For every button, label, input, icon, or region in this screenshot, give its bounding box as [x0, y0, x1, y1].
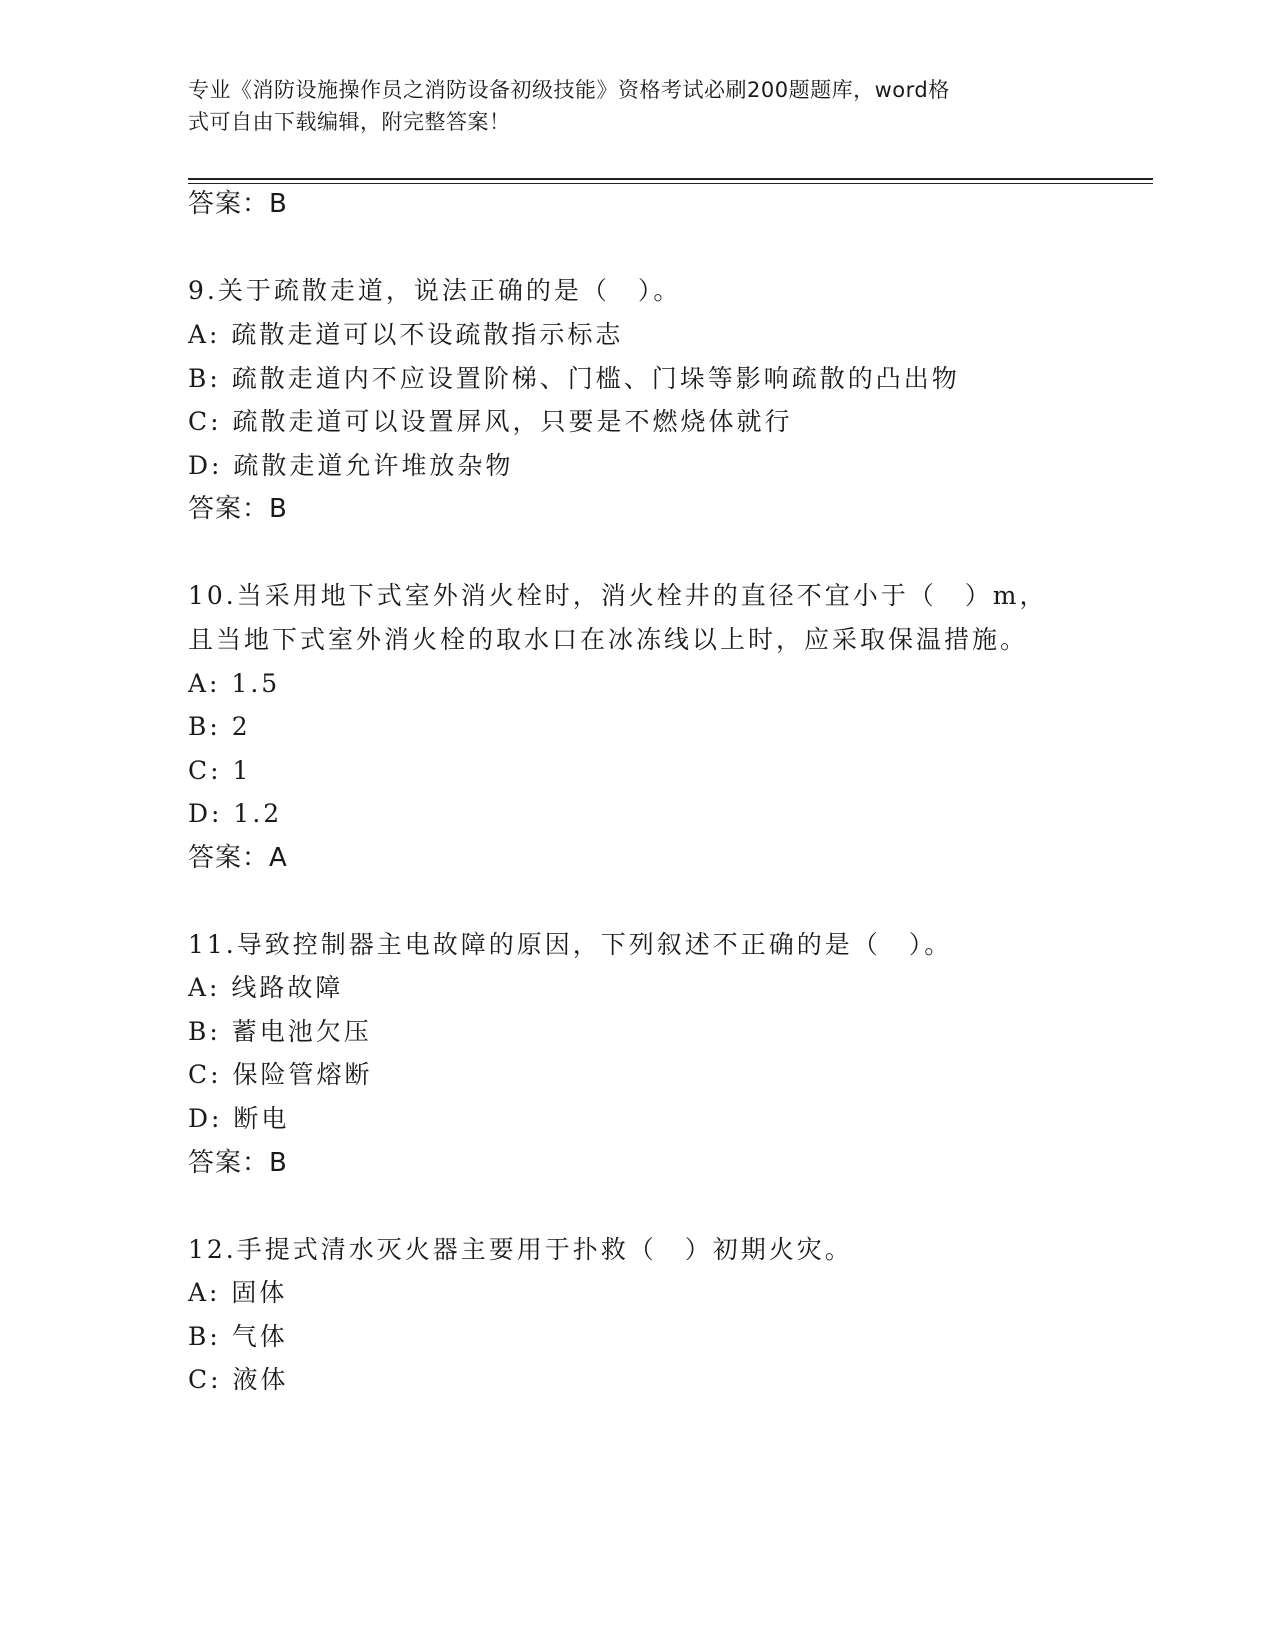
- header-divider-thin: [188, 183, 1153, 184]
- answer-q9: 答案：B: [188, 494, 288, 524]
- question-10-line-1: 10.当采用地下式室外消火栓时，消火栓井的直径不宜小于（ ）m，: [188, 581, 1048, 610]
- header-divider-thick: [188, 178, 1153, 180]
- q10-option-c: C: 1: [188, 756, 252, 785]
- q10-option-b: B: 2: [188, 712, 251, 741]
- q9-option-c: C: 疏散走道可以设置屏风，只要是不燃烧体就行: [188, 407, 793, 436]
- q11-option-b: B: 蓄电池欠压: [188, 1017, 372, 1046]
- q12-option-b: B: 气体: [188, 1322, 288, 1351]
- q11-option-c: C: 保险管熔断: [188, 1060, 373, 1089]
- q11-option-d: D: 断电: [188, 1104, 290, 1133]
- question-12: 12.手提式清水灭火器主要用于扑救（ ）初期火灾。: [188, 1235, 853, 1264]
- answer-q8: 答案：B: [188, 189, 288, 219]
- q9-option-b: B: 疏散走道内不应设置阶梯、门槛、门垛等影响疏散的凸出物: [188, 364, 960, 393]
- q11-option-a: A: 线路故障: [188, 973, 344, 1002]
- q9-option-a: A: 疏散走道可以不设疏散指示标志: [188, 320, 624, 349]
- question-11: 11.导致控制器主电故障的原因，下列叙述不正确的是（ ）。: [188, 930, 953, 959]
- q9-option-d: D: 疏散走道允许堆放杂物: [188, 451, 514, 480]
- header-line-2: 式可自由下载编辑，附完整答案！: [188, 110, 511, 134]
- q12-option-c: C: 液体: [188, 1365, 289, 1394]
- question-9: 9.关于疏散走道，说法正确的是（ ）。: [188, 276, 682, 305]
- question-10-line-2: 且当地下式室外消火栓的取水口在冰冻线以上时，应采取保温措施。: [188, 625, 1029, 654]
- q10-option-a: A: 1.5: [188, 669, 281, 698]
- answer-q11: 答案：B: [188, 1148, 288, 1178]
- answer-q10: 答案：A: [188, 843, 288, 873]
- page-header: [188, 74, 1068, 138]
- header-line-1: 专业《消防设施操作员之消防设备初级技能》资格考试必刷200题题库，word格: [188, 78, 950, 102]
- q12-option-a: A: 固体: [188, 1278, 288, 1307]
- q10-option-d: D: 1.2: [188, 799, 283, 828]
